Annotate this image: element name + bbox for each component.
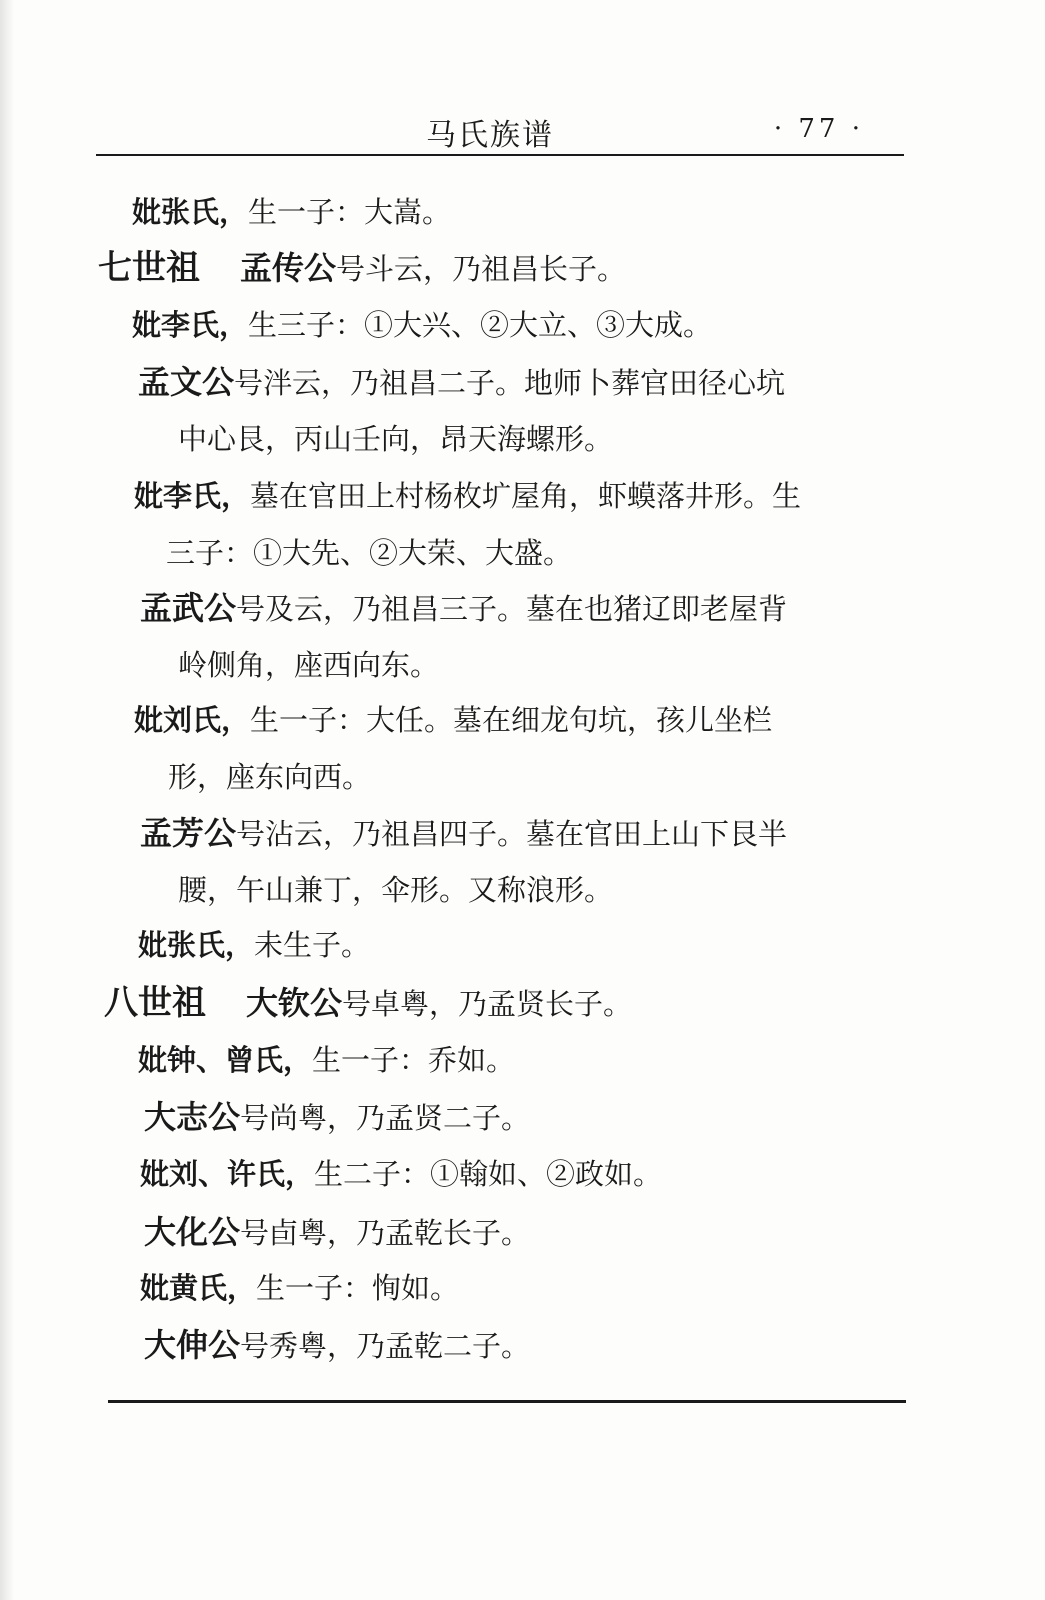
line-text: 号斗云，乃祖昌长子。 — [336, 252, 627, 286]
line-text: 生一子：恂如。 — [256, 1271, 460, 1305]
spouse-label: 妣刘、许氏， — [140, 1157, 315, 1191]
line-text: 生二子：①翰如、②政如。 — [314, 1157, 663, 1191]
text-line — [178, 419, 613, 459]
text-line — [138, 925, 370, 965]
line-text: 中心艮，丙山壬向，昂天海螺形。 — [178, 422, 614, 456]
line-text: 号卓粤，乃孟贤长子。 — [342, 987, 633, 1021]
ancestor-name: 大化公 — [144, 1213, 241, 1251]
line-text: 腰，午山兼丁，伞形。又称浪形。 — [178, 873, 614, 907]
line-text: 号沾云，乃祖昌四子。墓在官田上山下艮半 — [236, 817, 788, 851]
page-binding-edge — [0, 0, 14, 1600]
footer-rule — [108, 1400, 906, 1403]
text-line — [144, 1097, 530, 1138]
header-rule — [96, 154, 904, 156]
line-text: 墓在官田上村杨枚圹屋角，虾蟆落井形。生 — [250, 479, 802, 513]
text-line — [168, 757, 371, 797]
ancestor-name: 孟武公 — [140, 589, 237, 627]
line-text: 号卣粤，乃孟乾长子。 — [240, 1216, 531, 1250]
spouse-label: 妣张氏， — [132, 195, 249, 229]
text-line — [144, 1212, 530, 1253]
spouse-label: 妣钟、曾氏， — [138, 1043, 313, 1077]
line-text: 生一子：乔如。 — [312, 1043, 516, 1077]
text-line — [144, 1325, 530, 1366]
text-line — [140, 1154, 662, 1194]
line-text: 生一子：大嵩。 — [248, 195, 452, 229]
text-line — [140, 1268, 459, 1308]
line-text: 号尚粤，乃孟贤二子。 — [240, 1101, 531, 1135]
ancestor-name: 大钦公 — [246, 984, 343, 1022]
text-line — [178, 870, 613, 910]
line-text: 形，座东向西。 — [168, 760, 372, 794]
spouse-label: 妣李氏， — [132, 308, 249, 342]
text-line — [138, 362, 785, 403]
spouse-label: 妣黄氏， — [140, 1271, 257, 1305]
text-line — [98, 248, 626, 289]
line-text: 生一子：大任。墓在细龙句坑，孩儿坐栏 — [250, 703, 773, 737]
ancestor-name: 大志公 — [144, 1098, 241, 1136]
text-line — [178, 645, 439, 685]
line-text: 生三子：①大兴、②大立、③大成。 — [248, 308, 713, 342]
generation-label: 八世祖 — [104, 983, 206, 1023]
spouse-label: 妣李氏， — [134, 479, 251, 513]
text-line — [140, 588, 787, 629]
line-text: 号及云，乃祖昌三子。墓在也猪辽即老屋背 — [236, 592, 788, 626]
spouse-label: 妣刘氏， — [134, 703, 251, 737]
ancestor-name: 孟芳公 — [140, 814, 237, 852]
ancestor-name: 孟传公 — [240, 249, 337, 287]
text-line — [132, 305, 712, 345]
line-text: 号秀粤，乃孟乾二子。 — [240, 1329, 531, 1363]
text-line — [166, 533, 572, 573]
line-text: 三子：①大先、②大荣、大盛。 — [166, 536, 573, 570]
text-line — [140, 813, 787, 854]
text-line — [138, 1040, 515, 1080]
text-line — [134, 476, 801, 516]
book-title: 马氏族谱 — [426, 118, 554, 153]
line-text: 未生子。 — [254, 928, 371, 962]
line-text: 岭侧角，座西向东。 — [178, 648, 440, 682]
text-line — [132, 192, 451, 232]
spouse-label: 妣张氏， — [138, 928, 255, 962]
page-number: · 77 · — [773, 114, 864, 144]
text-line — [134, 700, 772, 740]
ancestor-name: 孟文公 — [138, 363, 235, 401]
text-line — [104, 983, 632, 1024]
running-header — [96, 100, 904, 160]
generation-label: 七世祖 — [98, 248, 200, 288]
ancestor-name: 大伸公 — [144, 1326, 241, 1364]
line-text: 号泮云，乃祖昌二子。地师卜葬官田径心坑 — [234, 366, 786, 400]
